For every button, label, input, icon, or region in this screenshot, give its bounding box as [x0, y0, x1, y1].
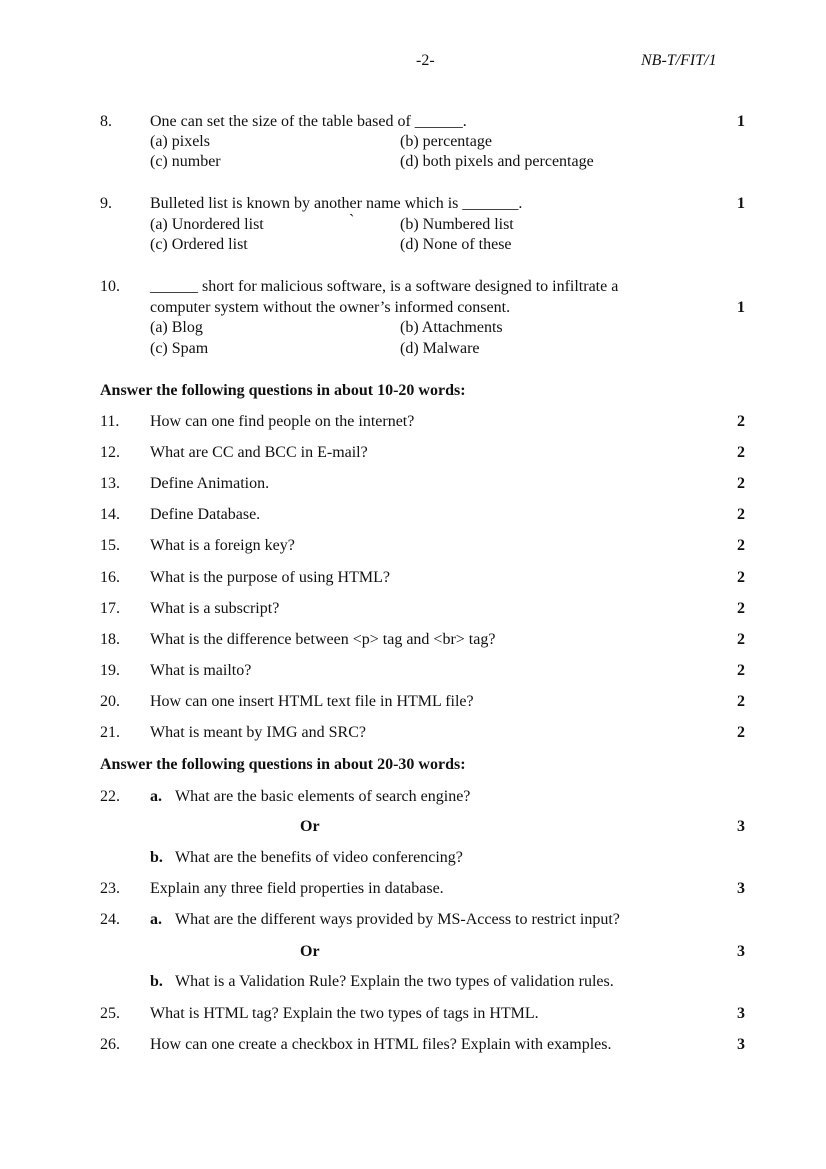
question-marks: 1: [737, 113, 745, 130]
part-a-label: a.: [150, 788, 162, 805]
question-text: One can set the size of the table based of ______.: [150, 113, 467, 130]
question-text: What is meant by IMG and SRC?: [150, 724, 366, 741]
part-a-text: What are the different ways provided by MS-Access to restrict input?: [175, 911, 620, 928]
question-marks: 2: [737, 506, 745, 523]
question-marks: 2: [737, 693, 745, 710]
option-c: (c) Spam: [150, 340, 209, 357]
question-marks: 3: [737, 880, 745, 897]
question-text: Bulleted list is known by another name which is _______.: [150, 195, 523, 212]
question-marks: 2: [737, 444, 745, 461]
question-number: 18.: [100, 631, 120, 648]
question-number: 15.: [100, 537, 120, 554]
question-text: What is mailto?: [150, 662, 252, 679]
option-a: (a) pixels: [150, 133, 210, 150]
question-text: Define Animation.: [150, 475, 270, 492]
question-number: 13.: [100, 475, 120, 492]
question-text-line1: ______ short for malicious software, is a software designed to infiltrate a: [150, 278, 619, 295]
paper-code: NB-T/FIT/1: [641, 52, 717, 69]
question-number: 23.: [100, 880, 120, 897]
option-d: (d) Malware: [400, 340, 480, 357]
option-a: (a) Blog: [150, 319, 203, 336]
question-number: 21.: [100, 724, 120, 741]
question-number: 26.: [100, 1036, 120, 1053]
option-b: (b) Attachments: [400, 319, 503, 336]
or-separator: Or: [300, 943, 320, 960]
option-b: (b) percentage: [400, 133, 492, 150]
question-text-line2: computer system without the owner’s informed consent.: [150, 299, 511, 316]
question-marks: 2: [737, 537, 745, 554]
stray-mark: `: [349, 212, 355, 229]
option-b: (b) Numbered list: [400, 216, 514, 233]
part-a-text: What are the basic elements of search engine?: [175, 788, 471, 805]
part-b-text: What is a Validation Rule? Explain the two types of validation rules.: [175, 973, 614, 990]
question-marks: 2: [737, 662, 745, 679]
question-marks: 2: [737, 631, 745, 648]
question-text: How can one find people on the internet?: [150, 413, 415, 430]
question-marks: 3: [737, 943, 745, 960]
section-heading-short: Answer the following questions in about 10-20 words:: [100, 382, 466, 399]
question-text: What is the purpose of using HTML?: [150, 569, 390, 586]
question-marks: 3: [737, 1036, 745, 1053]
question-number: 22.: [100, 788, 120, 805]
question-text: What are CC and BCC in E-mail?: [150, 444, 368, 461]
section-heading-medium: Answer the following questions in about 20-30 words:: [100, 756, 466, 773]
question-marks: 2: [737, 724, 745, 741]
question-text: What is a foreign key?: [150, 537, 295, 554]
question-marks: 3: [737, 1005, 745, 1022]
question-text: Explain any three field properties in database.: [150, 880, 444, 897]
question-marks: 2: [737, 413, 745, 430]
part-b-text: What are the benefits of video conferencing?: [175, 849, 463, 866]
question-marks: 1: [737, 195, 745, 212]
part-b-label: b.: [150, 849, 163, 866]
or-separator: Or: [300, 818, 320, 835]
option-c: (c) Ordered list: [150, 236, 248, 253]
option-d: (d) None of these: [400, 236, 512, 253]
question-number: 19.: [100, 662, 120, 679]
question-text: How can one create a checkbox in HTML files? Explain with examples.: [150, 1036, 612, 1053]
option-a: (a) Unordered list: [150, 216, 264, 233]
question-marks: 2: [737, 569, 745, 586]
question-number: 16.: [100, 569, 120, 586]
option-c: (c) number: [150, 153, 221, 170]
part-a-label: a.: [150, 911, 162, 928]
question-marks: 3: [737, 818, 745, 835]
question-text: What is the difference between <p> tag and <br> tag?: [150, 631, 496, 648]
question-number: 25.: [100, 1005, 120, 1022]
option-d: (d) both pixels and percentage: [400, 153, 594, 170]
question-text: Define Database.: [150, 506, 261, 523]
question-text: How can one insert HTML text file in HTML file?: [150, 693, 474, 710]
question-marks: 2: [737, 600, 745, 617]
question-text: What is HTML tag? Explain the two types of tags in HTML.: [150, 1005, 539, 1022]
question-marks: 2: [737, 475, 745, 492]
question-number: 10.: [100, 278, 120, 295]
question-number: 20.: [100, 693, 120, 710]
question-number: 11.: [100, 413, 120, 430]
question-number: 17.: [100, 600, 120, 617]
question-marks: 1: [737, 299, 745, 316]
part-b-label: b.: [150, 973, 163, 990]
question-number: 12.: [100, 444, 120, 461]
question-number: 14.: [100, 506, 120, 523]
page-number: -2-: [416, 52, 435, 69]
question-number: 9.: [100, 195, 112, 212]
question-number: 24.: [100, 911, 120, 928]
question-number: 8.: [100, 113, 112, 130]
question-text: What is a subscript?: [150, 600, 280, 617]
